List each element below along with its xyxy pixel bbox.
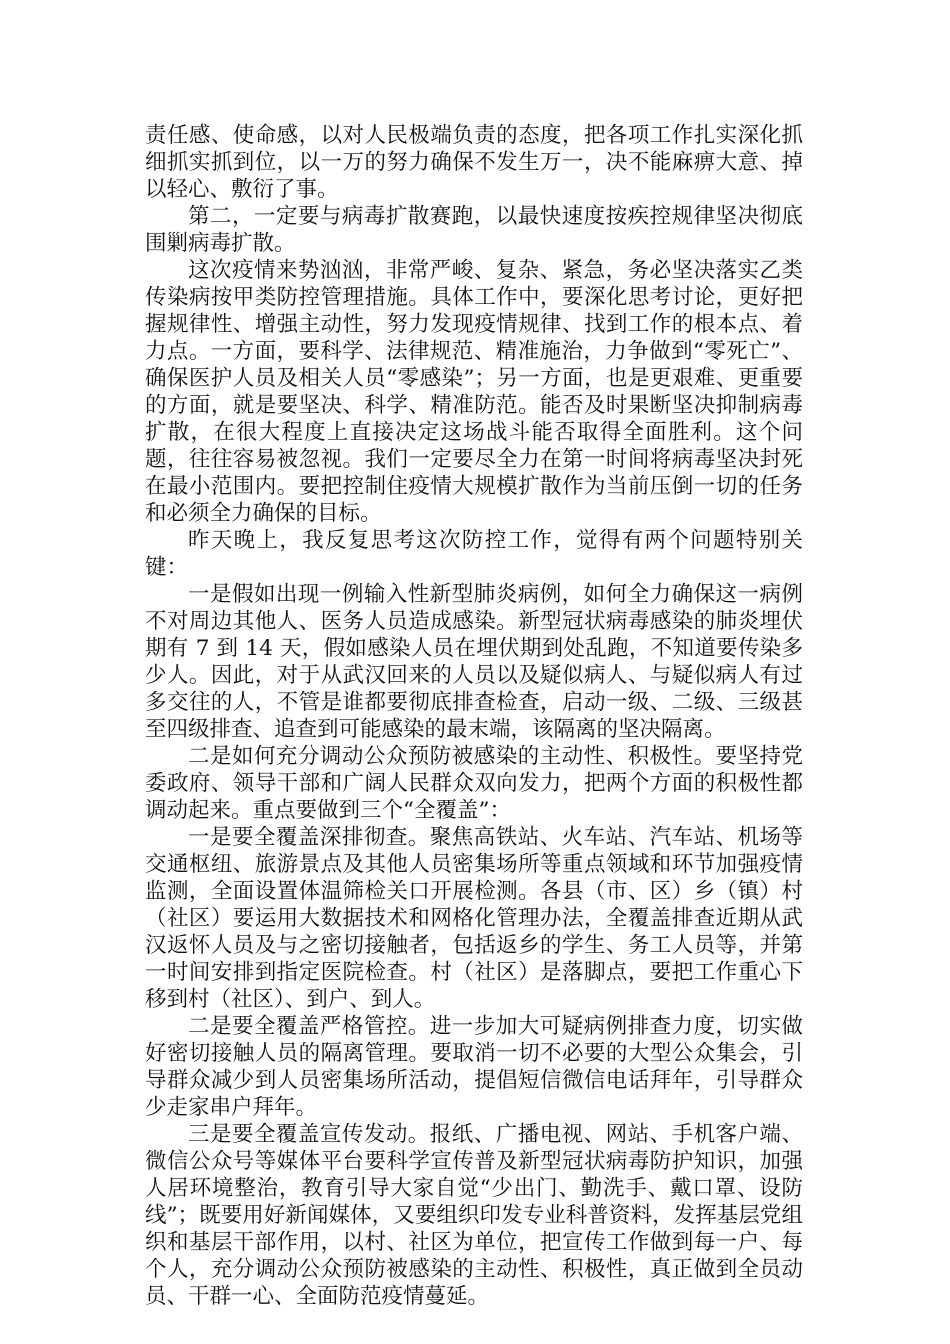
paragraph-full-coverage-control: 二是要全覆盖严格管控。进一步加大可疑病例排查力度，切实做好密切接触人员的隔离管理。要取消一切不必要的大型公众集会，引导群众减少到人员密集场所活动，提倡短信微信电话拜年，引导群众少走家串户拜年。 <box>145 1014 803 1120</box>
document-body <box>145 122 803 1310</box>
paragraph-full-coverage-screening: 一是要全覆盖深排彻查。聚焦高铁站、火车站、汽车站、机场等交通枢纽、旅游景点及其他人员密集场所等重点领域和环节加强疫情监测，全面设置体温筛检关口开展检测。各县（市、区）乡（镇）村（社区）要运用大数据技术和网格化管理办法，全覆盖排查近期从武汉返怀人员及与之密切接触者，包括返乡的学生、务工人员等，并第一时间安排到指定医院检查。村（社区）是落脚点，要把工作重心下移到村（社区）、到户、到人。 <box>145 825 803 1012</box>
paragraph-issue-one: 一是假如出现一例输入性新型肺炎病例，如何全力确保这一病例不对周边其他人、医务人员造成感染。新型冠状病毒感染的肺炎埋伏期有 7 到 14 天，假如感染人员在埋伏期到处乱跑，不知道要传染多少人。因此，对于从武汉回来的人员以及疑似病人、与疑似病人有过多交往的人，不管是谁都要彻底排查检查，启动一级、二级、三级甚至四级排查、追查到可能感染的最末端，该隔离的坚决隔离。 <box>145 582 803 742</box>
paragraph-second-point: 第二，一定要与病毒扩散赛跑，以最快速度按疾控规律坚决彻底围剿病毒扩散。 <box>145 204 803 256</box>
paragraph-epidemic-situation: 这次疫情来势汹汹，非常严峻、复杂、紧急，务必坚决落实乙类传染病按甲类防控管理措施。具体工作中，要深化思考讨论，更好把握规律性、增强主动性，努力发现疫情规律、找到工作的根本点、着力点。一方面，要科学、法律规范、精准施治，力争做到“零死亡”、确保医护人员及相关人员“零感染”；另一方面，也是更艰难、更重要的方面，就是要坚决、科学、精准防范。能否及时果断坚决抑制病毒扩散，在很大程度上直接决定这场战斗能否取得全面胜利。这个问题，往往容易被忽视。我们一定要尽全力在第一时间将病毒坚决封死在最小范围内。要把控制住疫情大规模扩散作为当前压倒一切的任务和必须全力确保的目标。 <box>145 258 803 526</box>
paragraph-full-coverage-publicity: 三是要全覆盖宣传发动。报纸、广播电视、网站、手机客户端、微信公众号等媒体平台要科学宣传普及新型冠状病毒防护知识，加强人居环境整治，教育引导大家自觉“少出门、勤洗手、戴口罩、设防线”；既要用好新闻媒体，又要组织印发专业科普资料，发挥基层党组织和基层干部作用，以村、社区为单位，把宣传工作做到每一户、每个人，充分调动公众预防被感染的主动性、积极性，真正做到全员动员、干群一心、全面防范疫情蔓延。 <box>145 1122 803 1309</box>
paragraph-issue-two: 二是如何充分调动公众预防被感染的主动性、积极性。要坚持党委政府、领导干部和广阔人民群众双向发力，把两个方面的积极性都调动起来。重点要做到三个“全覆盖”： <box>145 744 803 823</box>
paragraph-continued: 责任感、使命感，以对人民极端负责的态度，把各项工作扎实深化抓细抓实抓到位，以一万的努力确保不发生万一，决不能麻痹大意、掉以轻心、敷衍了事。 <box>145 123 803 202</box>
paragraph-key-issues-intro: 昨天晚上，我反复思考这次防控工作，觉得有两个问题特别关键： <box>145 528 803 580</box>
